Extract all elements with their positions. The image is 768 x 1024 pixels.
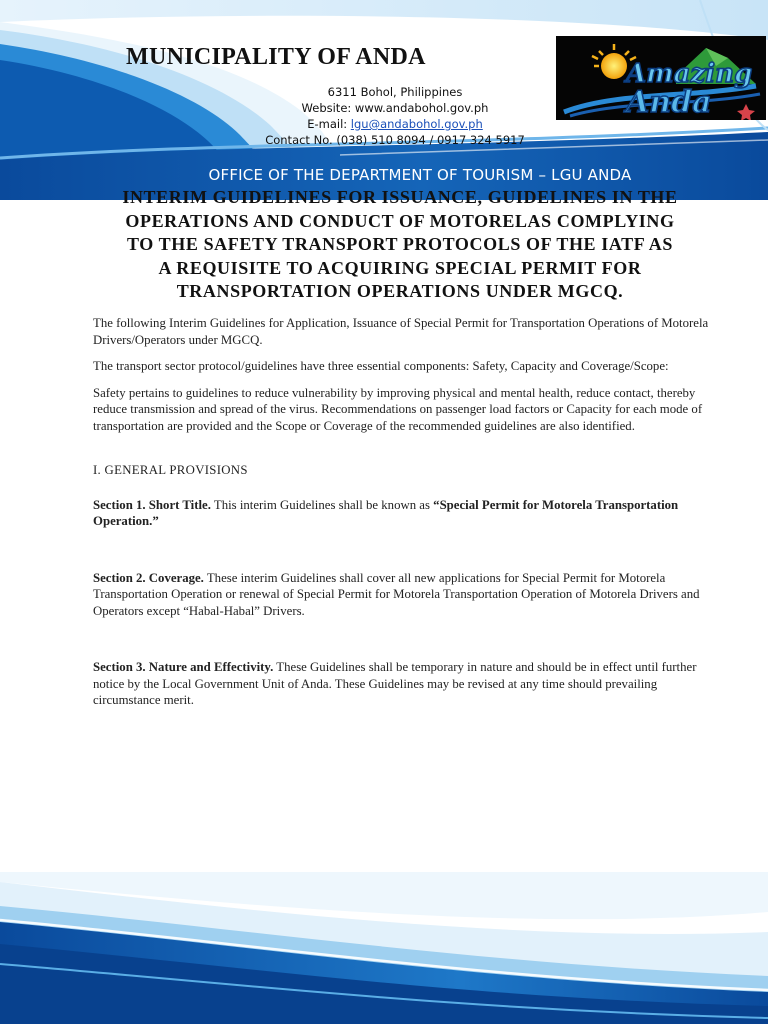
components-paragraph: The transport sector protocol/guidelines have three essential components: Safety, Capacity and Coverage/Scope: (93, 359, 669, 373)
document-body (93, 315, 713, 719)
document-title: INTERIM GUIDELINES FOR ISSUANCE, GUIDELINES IN THE OPERATIONS AND CONDUCT OF MOTORELAS COMPLYING TO THE SAFETY TRANSPORT PROTOCOLS OF THE IATF AS A REQUISITE TO ACQUIRING SPECIAL PERMIT FOR TRANSPORTATION OPERATIONS UNDER MGCQ. (122, 187, 678, 301)
svg-text:Amazing: Amazing (626, 59, 753, 89)
website-line: Website: www.andabohol.gov.ph (301, 101, 489, 115)
section-1-short-title: Section 1. Short Title. This interim Guidelines shall be known as “Special Permit for Motorela Transportation Operation.” (93, 497, 679, 528)
sun-icon (601, 53, 627, 79)
amazing-anda-logo (556, 36, 766, 120)
address-line: 6311 Bohol, Philippines (327, 85, 463, 99)
section-heading-general-provisions: I. GENERAL PROVISIONS (93, 463, 248, 477)
safety-paragraph: Safety pertains to guidelines to reduce vulnerability by improving physical and mental health, reduce contact, thereby reduce transmission and spread of the virus. Recommendations on passenger load factors or Capacity for each mode of transportation are provided and the Scope or Coverage of the recommended guidelines are also identified. (93, 385, 703, 433)
svg-text:Anda: Anda (626, 85, 712, 120)
contact-line: Contact No. (038) 510 8094 / 0917 324 5917 (265, 133, 525, 147)
email-line: E-mail: lgu@andabohol.gov.ph (307, 117, 483, 131)
footer-wave-decoration (0, 872, 768, 1024)
section-2-coverage: Section 2. Coverage. These interim Guidelines shall cover all new applications for Special Permit for Motorela Transportation Operation or renewal of Special Permit for Motorela Transportation Operation of Motorela Drivers and Operators except “Habal-Habal” Drivers. (93, 570, 700, 618)
email-link[interactable]: lgu@andabohol.gov.ph (350, 117, 483, 131)
office-banner: OFFICE OF THE DEPARTMENT OF TOURISM – LGU ANDA (208, 166, 632, 184)
website-text: www.andabohol.gov.ph (354, 101, 489, 115)
starfish-icon (737, 104, 755, 120)
intro-paragraph: The following Interim Guidelines for Application, Issuance of Special Permit for Transportation Operations of Motorela Drivers/Operators under MGCQ. (93, 316, 709, 347)
section-3-nature-effectivity: Section 3. Nature and Effectivity. These Guidelines shall be temporary in nature and should be in effect until further notice by the Local Government Unit of Anda. These Guidelines may be revised at any time should prevailing circumstance merit. (93, 660, 697, 707)
municipality-title: MUNICIPALITY OF ANDA (126, 44, 426, 70)
